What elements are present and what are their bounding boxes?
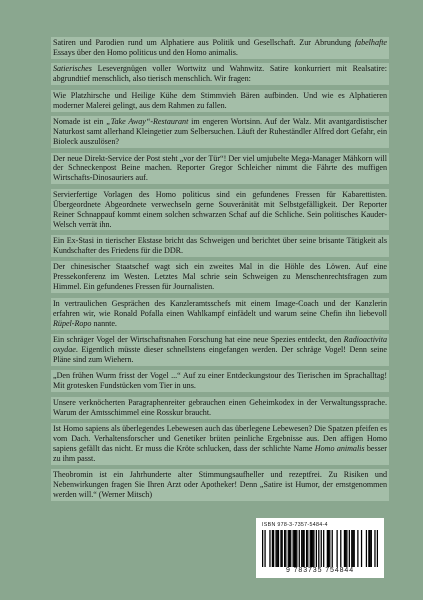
barcode-bar bbox=[289, 530, 290, 567]
barcode-bar bbox=[357, 530, 358, 567]
blurb-paragraph: Der chinesischer Staatschef wagt sich ein zweites Mal in die Höhle des Löwen. Auf eine Pressekonferenz im Westen. Letztes Mal schrie sein Schweigen zu Menschenrechtsfragen zum Himmel. Ein gefundenes Fressen für Journalisten. bbox=[53, 262, 387, 292]
barcode-bar bbox=[262, 530, 263, 567]
barcode-bar bbox=[361, 530, 362, 567]
barcode-bar bbox=[328, 530, 329, 567]
barcode-bar bbox=[264, 530, 265, 567]
barcode-bar bbox=[293, 530, 294, 567]
barcode-bar bbox=[316, 530, 317, 567]
barcode-bar bbox=[301, 530, 302, 567]
barcode-bar bbox=[349, 530, 350, 567]
barcode-bar bbox=[313, 530, 314, 567]
blurb-paragraph: Unsere verknöcherten Paragraphenreiter gebrauchen einen Geheimkodex in der Verwaltungssprache. Warum der Amtsschimmel eine Rosskur braucht. bbox=[53, 397, 387, 417]
barcode-bar bbox=[327, 530, 328, 567]
blurb-paragraph: Ist Homo sapiens als überlegendes Lebewesen auch das überlegene Lebewesen? Die Spatzen pfeifen es vom Dach. Verhaltensforscher und Genetiker brüten peinliche Ergebnisse aus. Den affigen Homo sapiens gefällt das nicht. Er muss die Kröte schlucken, dass der schlichte Name Homo animalis besser zu ihm passt. bbox=[53, 424, 387, 463]
barcode-bar bbox=[368, 530, 369, 567]
barcode-bar bbox=[351, 530, 352, 567]
barcode-bar bbox=[302, 530, 303, 567]
barcode-bar bbox=[310, 530, 311, 567]
isbn-barcode-box bbox=[256, 518, 384, 578]
barcode-bar bbox=[290, 530, 291, 567]
barcode-bar bbox=[374, 530, 375, 567]
isbn-label: ISBN 978-3-7357-5484-4 bbox=[262, 522, 328, 528]
barcode bbox=[262, 530, 378, 567]
barcode-bar bbox=[354, 530, 355, 567]
barcode-bar bbox=[278, 530, 279, 567]
blurb-paragraph: Servierfertige Vorlagen des Homo politicus sind ein gefundenes Fressen für Kabarettisten. Übergeordnete Abgeordnete verwechseln gerne Souveränität mit Selbstgefälligkeit. Der Reporter Reiner Schnappauf kommt einem solchen schwarzen Schaf auf die Schliche. Sein politisches Kauder-Welsch verrät ihn. bbox=[53, 189, 387, 229]
barcode-bar bbox=[318, 530, 319, 567]
blurb-paragraph: Der neue Direkt-Service der Post steht „vor der Tür“! Der viel umjubelte Mega-Manager Mähkorn will der Schneckenpost Beine machen. Reporter Gregor Schleicher nimmt die Fährte des muffigen Wirtschafts-Dinosauriers auf. bbox=[53, 153, 387, 183]
barcode-bar bbox=[366, 530, 367, 567]
blurb-paragraph: Wie Platzhirsche und Heilige Kühe dem Stimmvieh Bären aufbinden. Und wie es Alphatieren moderner Malerei gelingt, aus dem Rahmen zu fallen. bbox=[53, 90, 387, 110]
barcode-bar bbox=[296, 530, 297, 567]
barcode-bar bbox=[311, 530, 312, 567]
blurb-paragraph: Nomade ist ein „Take Away“-Restaurant im engeren Wortsinn. Auf der Walz. Mit avantgardistischer Naturkost samt allerhand Kleingetier zum Selbersuchen. Läuft der Ruheständler Alfred dort Gefahr, ein Bioleck auszulösen? bbox=[53, 117, 387, 147]
blurb-text-column bbox=[51, 37, 389, 506]
barcode-bar bbox=[352, 530, 353, 567]
barcode-bar bbox=[307, 530, 308, 567]
barcode-bar bbox=[377, 530, 378, 567]
barcode-bar bbox=[294, 530, 295, 567]
barcode-bar bbox=[312, 530, 313, 567]
barcode-bar bbox=[344, 530, 345, 567]
barcode-bar bbox=[299, 530, 300, 567]
barcode-bar bbox=[323, 530, 324, 567]
barcode-bar bbox=[332, 530, 333, 567]
blurb-paragraph: Satiren und Parodien rund um Alphatiere aus Politik und Gesellschaft. Zur Abrundung fabelhafte Essays über den Homo politicus und den Homo animalis. bbox=[53, 38, 387, 57]
barcode-bar bbox=[277, 530, 278, 567]
barcode-bar bbox=[321, 530, 322, 567]
barcode-bar bbox=[275, 530, 276, 567]
blurb-paragraph: Theobromin ist ein Jahrhunderte alter Stimmungsaufheller und rezeptfrei. Zu Risiken und Nebenwirkungen fragen Sie Ihren Arzt oder Apotheker! Denn „Satire ist Humor, der ernstgenommen werden will.“ (Werner Mitsch) bbox=[53, 470, 387, 500]
blurb-paragraph: Satierisches Lesevergnügen voller Wortwitz und Wahnwitz. Satire konkurriert mit Realsatire: abgrundtief menschlich, also tierisch menschlich. Wir fragen: bbox=[53, 64, 387, 84]
barcode-bar bbox=[269, 530, 270, 567]
barcode-bar bbox=[273, 530, 274, 567]
barcode-bar bbox=[346, 530, 347, 567]
barcode-bar bbox=[288, 530, 289, 567]
barcode-bar bbox=[284, 530, 285, 567]
barcode-bar bbox=[304, 530, 305, 567]
barcode-bar bbox=[371, 530, 372, 567]
barcode-bar bbox=[329, 530, 330, 567]
barcode-bar bbox=[272, 530, 273, 567]
barcode-bar bbox=[345, 530, 346, 567]
barcode-bar bbox=[285, 530, 286, 567]
blurb-paragraph: „Den frühen Wurm frisst der Vogel ...“ Auf zu einer Entdeckungstour des Tierischen im Sprachalltag! Mit grotesken Fundstücken vom Tier in uns. bbox=[53, 371, 387, 391]
barcode-bar bbox=[306, 530, 307, 567]
barcode-bar bbox=[369, 530, 370, 567]
blurb-paragraph: Ein Ex-Stasi in tierischer Ekstase bricht das Schweigen und berichtet über seine brisante Tätigkeit als Kundschafter des Friedens für die DDR. bbox=[53, 236, 387, 255]
barcode-bar bbox=[282, 530, 283, 567]
barcode-digits: 9 783735 754844 bbox=[286, 567, 354, 574]
blurb-paragraph: In vertraulichen Gesprächen des Kanzleramtsschefs mit einem Image-Coach und der Kanzlerin erfahren wir, wie Ronald Pofalla einen Wahlkampf einfädelt und warum seine Chefin ihn liebevoll Rüpel-Ropo nannte. bbox=[53, 298, 387, 328]
barcode-bar bbox=[280, 530, 281, 567]
blurb-paragraph: Ein schräger Vogel der Wirtschaftsnahen Forschung hat eine neue Spezies entdeckt, den Radioactivita oxydae. Eigentlich müsste dieser schnellstens eingefangen werden. Der schräge Vogel! Denn seine Pläne sind zum Wiehern. bbox=[53, 335, 387, 364]
barcode-bar bbox=[295, 530, 296, 567]
barcode-bar bbox=[336, 530, 337, 567]
barcode-bar bbox=[340, 530, 341, 567]
